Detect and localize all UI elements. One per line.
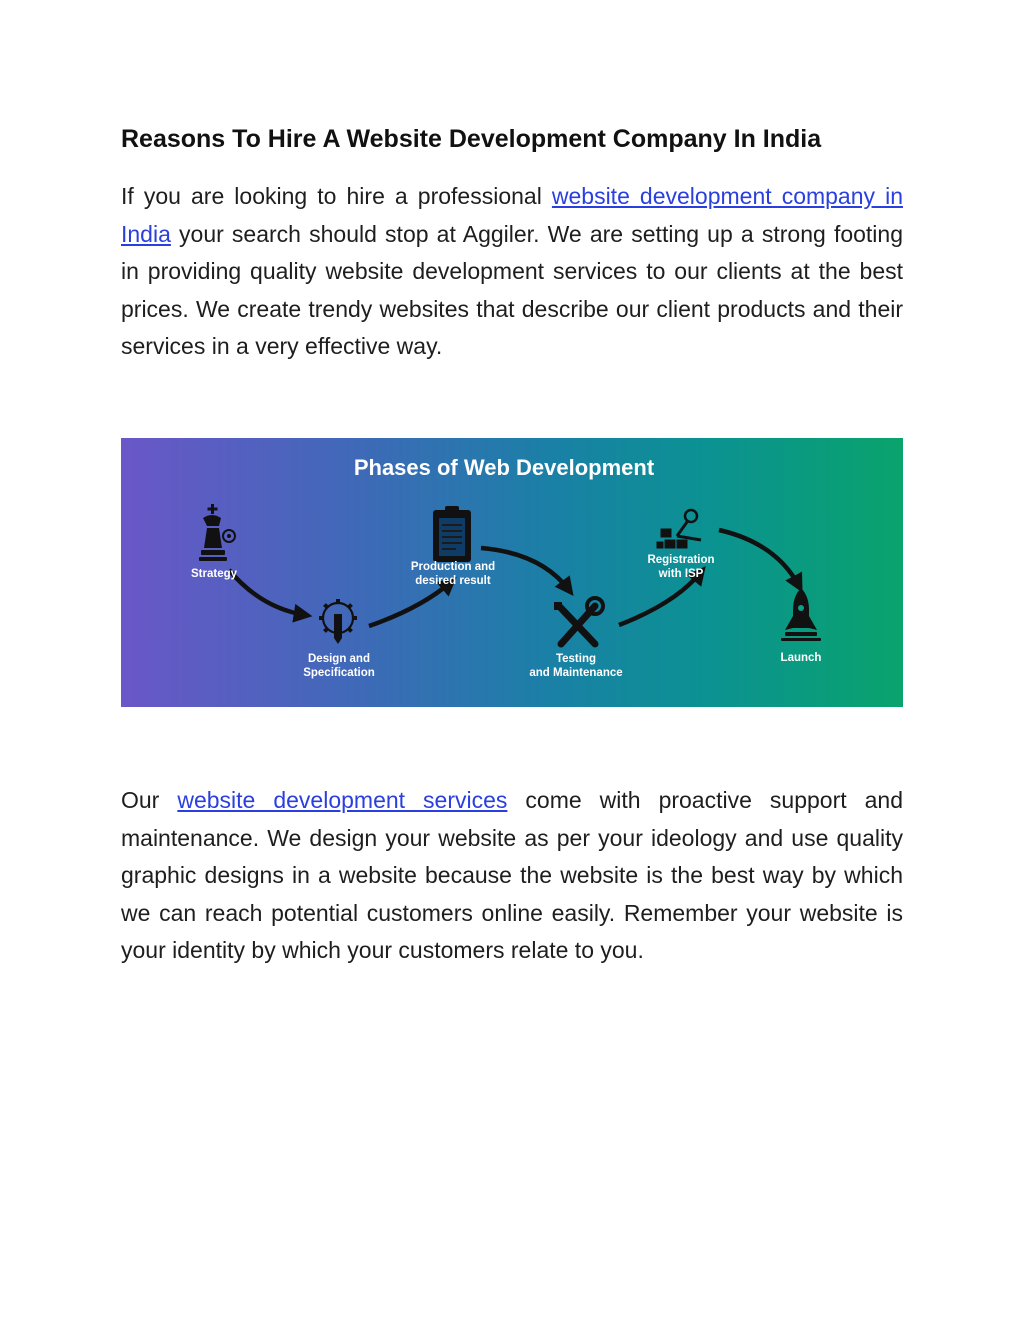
network-icon <box>657 510 701 548</box>
intro-paragraph <box>121 178 903 366</box>
services-paragraph <box>121 782 903 970</box>
wrench-screwdriver-icon <box>554 598 603 644</box>
website-development-company-link[interactable]: website development company in India <box>121 183 903 247</box>
phase-label-launch: Launch <box>780 652 822 664</box>
chess-king-icon <box>199 504 235 561</box>
arrow-strategy-to-design <box>229 570 305 615</box>
arrow-registration-to-launch <box>719 530 799 586</box>
intro-text-before: If you are looking to hire a professional <box>121 183 552 209</box>
phase-label-strategy: Strategy <box>191 568 238 580</box>
article-heading: Reasons To Hire A Website Development Company In India <box>121 125 822 153</box>
services-text-after: come with proactive support and maintenance. We design your website as per your ideology and use quality graphic designs in a website because the website is the best way by which we can reach potential customers online easily. Remember your website is your identity by which your customers relate to you. <box>121 787 903 964</box>
website-development-services-link[interactable]: website development services <box>177 787 508 813</box>
phase-label-registration: Registration with ISP <box>647 554 715 580</box>
phases-diagram <box>121 438 903 707</box>
phase-label-production: Production and desired result <box>410 561 496 587</box>
phase-label-testing: Testing and Maintenance <box>529 653 623 679</box>
arrow-design-to-production <box>369 582 451 626</box>
gear-pencil-icon <box>319 599 357 644</box>
diagram-title: Phases of Web Development <box>353 455 655 480</box>
intro-text-after: your search should stop at Aggiler. We are setting up a strong footing in providing quality website development services to our clients at the best prices. We create trendy websites that describe our client products and their services in a very effective way. <box>121 220 903 360</box>
phases-diagram-graphics <box>121 438 903 707</box>
clipboard-icon <box>433 506 471 562</box>
services-text-before: Our <box>121 787 178 813</box>
rocket-icon <box>781 588 821 641</box>
phase-label-design: Design and Specification <box>303 653 375 679</box>
